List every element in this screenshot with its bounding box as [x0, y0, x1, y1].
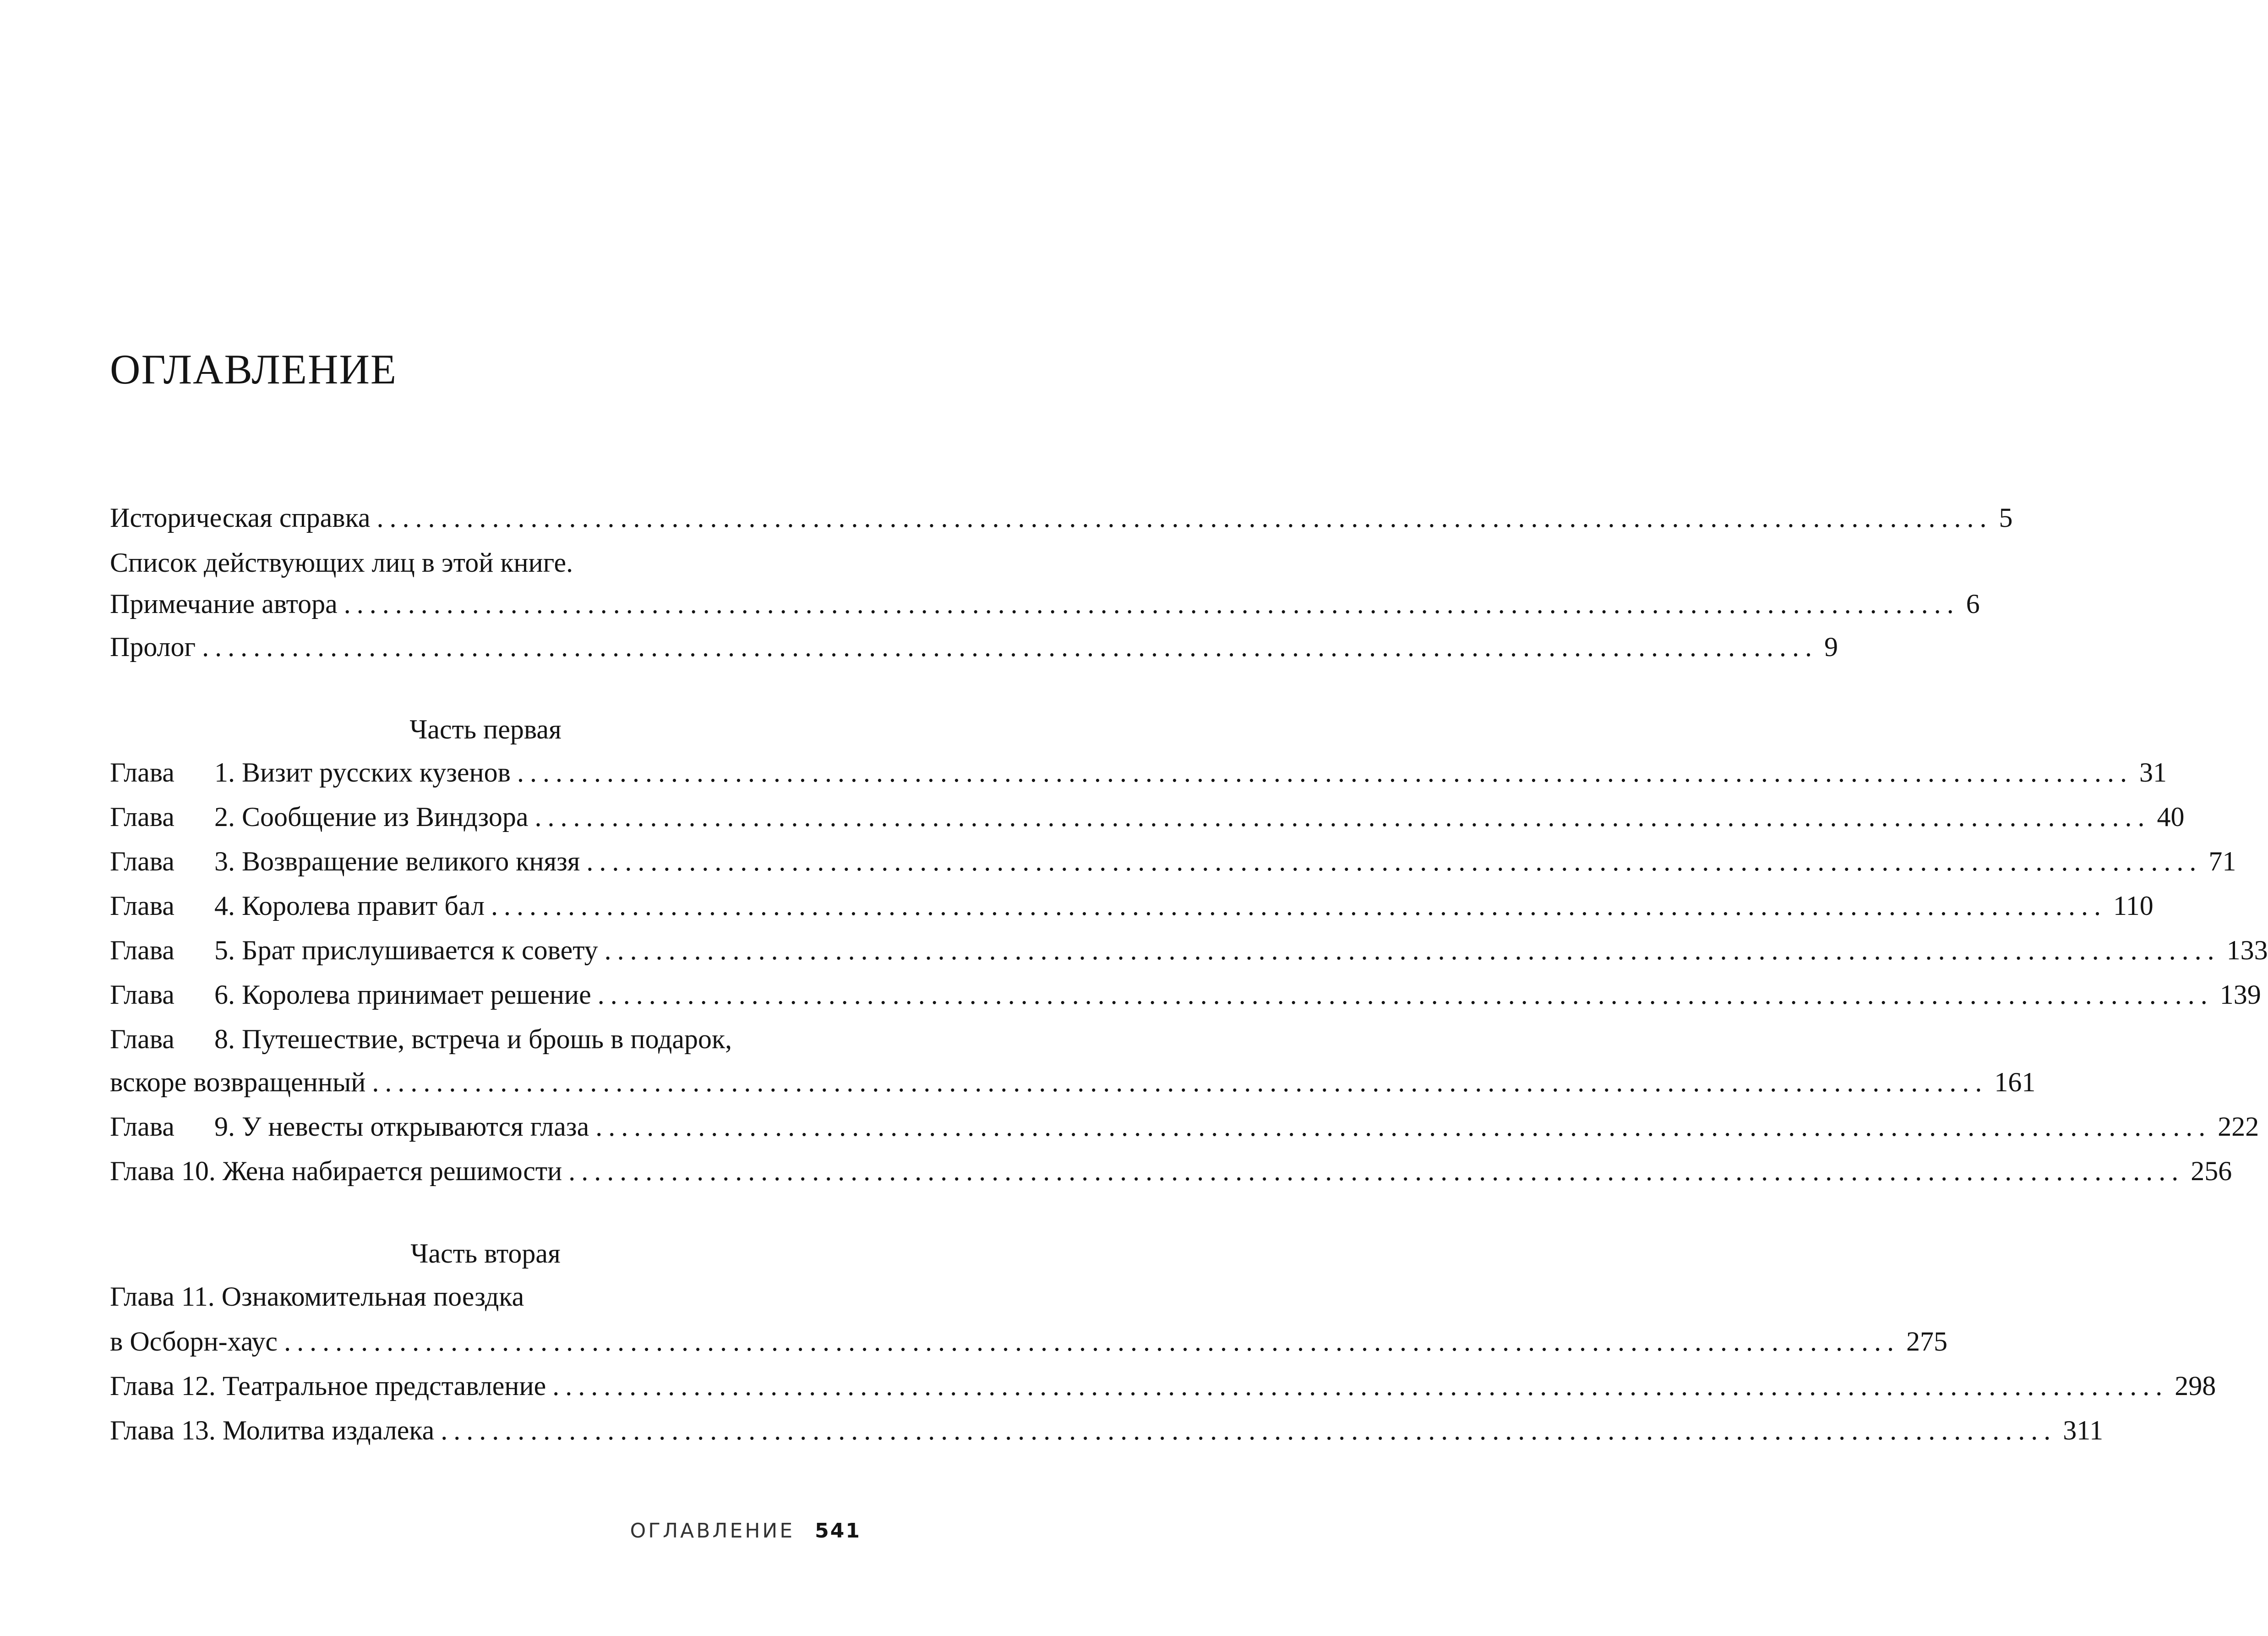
chapter-title: Сообщение из Виндзора [242, 802, 529, 832]
chapter-number: 13. [181, 1415, 216, 1445]
toc-entry-title [110, 803, 529, 831]
chapter-number: 11. [181, 1281, 215, 1312]
toc-entry-title: Список действующих лиц в этой книге. [110, 547, 573, 578]
toc-entry-title: вскоре возвращенный [110, 1067, 366, 1097]
toc-entry-cast-list-line1[interactable] [110, 549, 861, 576]
chapter-label: Глава [110, 1371, 174, 1401]
toc-entry-page: 275 [1906, 1326, 1948, 1357]
toc-entry-title [110, 759, 511, 786]
chapter-label: Глава [110, 1156, 174, 1186]
dot-leader: .............................................................................................................................. [597, 979, 2213, 1010]
toc-entry-title [110, 892, 485, 919]
chapter-title: Возвращение великого князя [242, 846, 580, 876]
chapter-label: Глава [110, 1024, 174, 1054]
chapter-number: 2. [214, 802, 235, 832]
dot-leader: .............................................................................................................................. [376, 503, 1993, 533]
chapter-title: Королева правит бал [242, 891, 485, 921]
toc-chapter-2[interactable] [110, 802, 2185, 832]
part-two-heading: Часть вторая [410, 1238, 561, 1269]
chapter-title: Ознакомительная поездка [221, 1281, 524, 1312]
toc-chapter-10[interactable] [110, 1156, 2232, 1186]
chapter-number: 9. [214, 1111, 235, 1142]
toc-chapter-6[interactable] [110, 979, 2261, 1010]
toc-chapter-11[interactable] [110, 1326, 1948, 1357]
dot-leader: .............................................................................................................................. [534, 802, 2151, 832]
toc-entry-title [110, 848, 580, 875]
chapter-label: Глава [110, 1111, 174, 1142]
toc-entry-title: Историческая справка [110, 503, 371, 533]
toc-entry-page: 6 [1966, 589, 1980, 619]
dot-leader: .............................................................................................................................. [552, 1371, 2169, 1401]
toc-chapter-1[interactable] [110, 757, 2167, 788]
table-of-contents [110, 503, 2268, 1445]
toc-chapter-5[interactable] [110, 935, 2268, 965]
toc-entry-prologue[interactable] [110, 632, 1838, 662]
chapter-number: 1. [214, 757, 235, 788]
dot-leader: .............................................................................................................................. [517, 757, 2133, 788]
toc-entry-title [110, 936, 598, 964]
toc-entry-page: 161 [1994, 1067, 2036, 1097]
dot-leader: .............................................................................................................................. [586, 846, 2203, 876]
dot-leader: .............................................................................................................................. [441, 1415, 2057, 1445]
toc-entry-page: 110 [2113, 891, 2154, 921]
toc-entry-title [110, 1113, 589, 1140]
chapter-label: Глава [110, 979, 174, 1010]
toc-chapter-3[interactable] [110, 846, 2236, 876]
toc-entry-historical-note[interactable] [110, 503, 2013, 533]
page-number: 541 [815, 1519, 861, 1543]
chapter-label: Глава [110, 1281, 174, 1312]
toc-entry-title [110, 1372, 546, 1400]
chapter-number: 6. [214, 979, 235, 1010]
chapter-title: Брат прислушивается к совету [242, 935, 598, 965]
chapter-label: Глава [110, 891, 174, 921]
chapter-number: 10. [181, 1156, 216, 1186]
toc-entry-page: 31 [2139, 757, 2167, 788]
chapter-title: Королева принимает решение [242, 979, 591, 1010]
toc-entry-title [110, 981, 591, 1008]
dot-leader: .............................................................................................................................. [595, 1111, 2212, 1142]
toc-entry-title: Примечание автора [110, 589, 338, 619]
chapter-title: Путешествие, встреча и брошь в подарок, [242, 1024, 732, 1054]
toc-chapter-12[interactable] [110, 1371, 2216, 1401]
toc-entry-page: 40 [2157, 802, 2185, 832]
toc-entry-title [110, 1417, 434, 1444]
chapter-title: У невесты открываются глаза [242, 1111, 589, 1142]
toc-entry-page: 298 [2175, 1371, 2216, 1401]
chapter-number: 4. [214, 891, 235, 921]
chapter-label: Глава [110, 802, 174, 832]
toc-entry-page: 9 [1824, 632, 1838, 662]
toc-entry-page: 5 [1999, 503, 2013, 533]
toc-chapter-13[interactable] [110, 1415, 2104, 1445]
toc-entry-page: 256 [2191, 1156, 2232, 1186]
chapter-number: 12. [181, 1371, 216, 1401]
dot-leader: .............................................................................................................................. [343, 589, 1960, 619]
chapter-label: Глава [110, 935, 174, 965]
toc-chapter-11-line1[interactable] [110, 1283, 861, 1310]
toc-entry-page: 71 [2208, 846, 2236, 876]
toc-chapter-4[interactable] [110, 891, 2154, 921]
toc-entry-page: 311 [2063, 1415, 2104, 1445]
toc-entry-page: 139 [2219, 979, 2261, 1010]
dot-leader: .............................................................................................................................. [284, 1326, 1900, 1357]
toc-entry-page: 133 [2226, 935, 2268, 965]
chapter-title: Визит русских кузенов [242, 757, 511, 788]
running-head: ОГЛАВЛЕНИЕ [630, 1519, 795, 1543]
toc-chapter-8-line1[interactable] [110, 1025, 861, 1053]
part-one-heading: Часть первая [409, 714, 562, 744]
toc-entry-page: 222 [2218, 1111, 2259, 1142]
page-footer [630, 1521, 861, 1541]
dot-leader: .............................................................................................................................. [604, 935, 2220, 965]
chapter-label: Глава [110, 846, 174, 876]
toc-chapter-8[interactable] [110, 1067, 2036, 1097]
page-title: ОГЛАВЛЕНИЕ [110, 346, 398, 393]
chapter-label: Глава [110, 757, 174, 788]
toc-entry-author-note[interactable] [110, 589, 1980, 619]
chapter-number: 3. [214, 846, 235, 876]
dot-leader: .............................................................................................................................. [202, 632, 1818, 662]
toc-chapter-9[interactable] [110, 1111, 2259, 1142]
chapter-title: Молитва издалека [222, 1415, 435, 1445]
chapter-title: Театральное представление [222, 1371, 546, 1401]
toc-entry-title: Пролог [110, 632, 196, 662]
chapter-label: Глава [110, 1415, 174, 1445]
dot-leader: .............................................................................................................................. [568, 1156, 2185, 1186]
chapter-title: Жена набирается решимости [222, 1156, 562, 1186]
toc-entry-title: в Осборн-хаус [110, 1326, 278, 1357]
dot-leader: .............................................................................................................................. [491, 891, 2107, 921]
dot-leader: .............................................................................................................................. [372, 1067, 1988, 1097]
chapter-number: 5. [214, 935, 235, 965]
chapter-number: 8. [214, 1024, 235, 1054]
toc-entry-title [110, 1157, 562, 1185]
